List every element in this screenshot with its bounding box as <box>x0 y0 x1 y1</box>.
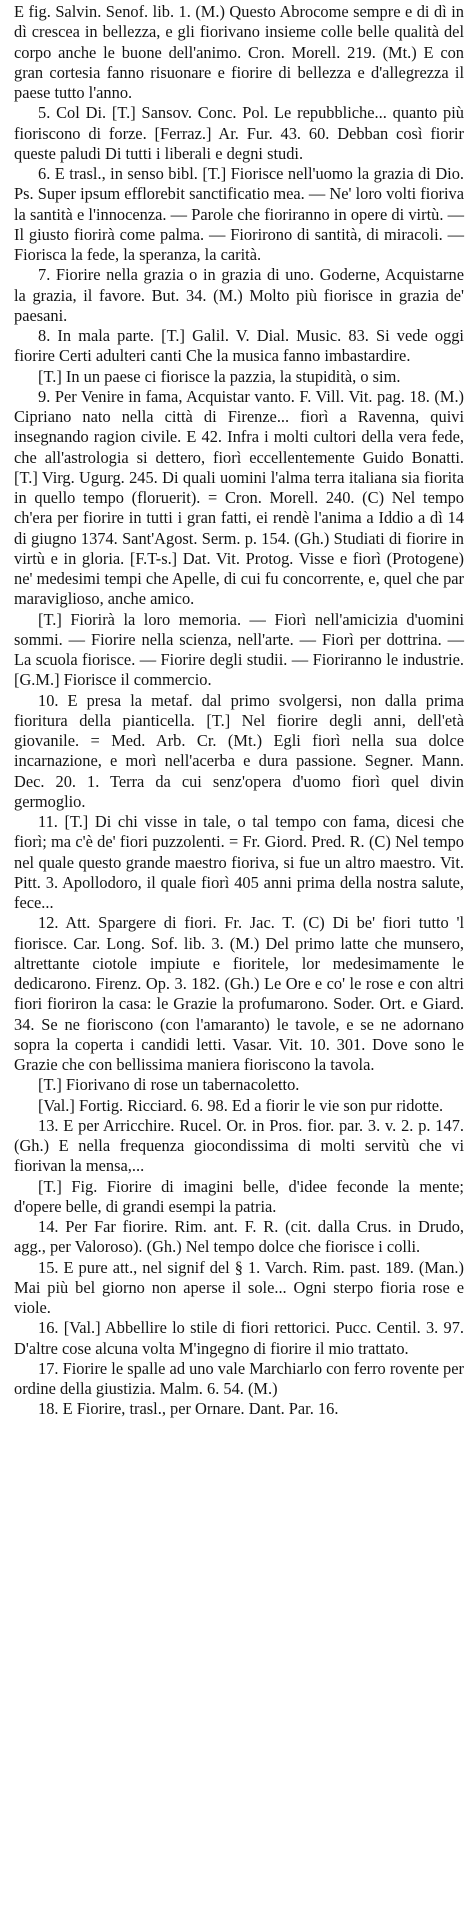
paragraph-text: [T.] Fiorivano di rose un tabernacoletto. <box>38 1075 300 1095</box>
paragraph-text: 18. E Fiorire, trasl., per Ornare. Dant. Par. 16. <box>38 1399 339 1419</box>
entry-paragraph-8 <box>14 610 464 691</box>
paragraph-text: [T.] Fiorirà la loro memoria. — Fiorì nell'amicizia d'uomini sommi. — Fiorire nella scienza, nell'arte. — Fiorì per dottrina. — La scuola fiorisce. — Fiorire degli studii. — Fioriranno le industrie. [G.M.] Fiorisce il commercio. <box>14 609 464 690</box>
paragraph-text: [Val.] Fortig. Ricciard. 6. 98. Ed a fiorir le vie son pur ridotte. <box>38 1095 444 1115</box>
entry-paragraph-17 <box>14 1258 464 1319</box>
entry-paragraph-3 <box>14 164 464 265</box>
paragraph-text: 6. E trasl., in senso bibl. [T.] Fiorisce nell'uomo la grazia di Dio. Ps. Super ipsum efflorebit sanctificatio mea. — Ne' loro volti fioriva la santità e l'innocenza. — Parole che fioriranno in opere di virtù. — Il giusto fiorirà come palma. — Fiorirono di santità, di miracoli. — Fiorisca la fede, la speranza, la carità. <box>14 164 464 264</box>
entry-paragraph-16 <box>14 1217 464 1258</box>
entry-paragraph-5 <box>14 326 464 367</box>
paragraph-text: 16. [Val.] Abbellire lo stile di fiori rettorici. Pucc. Centil. 3. 97. D'altre cose alcuna volta M'ingegno di fiorire il mio trattato. <box>14 1318 464 1358</box>
entry-paragraph-11 <box>14 913 464 1075</box>
entry-paragraph-7 <box>14 387 464 610</box>
entry-paragraph-14 <box>14 1116 464 1177</box>
paragraph-text: 8. In mala parte. [T.] Galil. V. Dial. Music. 83. Si vede oggi fiorire Certi adulteri canti Che la musica fanno imbastardire. <box>14 326 464 366</box>
entry-paragraph-15 <box>14 1177 464 1218</box>
paragraph-text: 12. Att. Spargere di fiori. Fr. Jac. T. (C) Di be' fiori tutto 'l fiorisce. Car. Long. Sof. lib. 3. (M.) Del primo latte che munsero, altrettante ciotole impiute e fioritele, lor medesimamente le dedicarono. Firenz. Op. 3. 182. (Gh.) Le Ore e co' le rose e con altri fiori fioriron la casa: le Grazie la profumarono. Soder. Ort. e Giard. 34. Se ne fioriscono (con l'amaranto) le tavole, e se ne adornano sopra la coperta i candidi letti. Vasar. Vit. 10. 301. Dove sono le Grazie che con bellissima maniera fioriscono la tavola. <box>14 913 464 1074</box>
paragraph-text: [T.] In un paese ci fiorisce la pazzia, la stupidità, o sim. <box>38 366 401 386</box>
paragraph-text: 13. E per Arricchire. Rucel. Or. in Pros. fior. par. 3. v. 2. p. 147. (Gh.) E nella frequenza giocondissima di molti servitù che vi fiorivan la mensa,... <box>14 1115 464 1176</box>
paragraph-text: 5. Col Di. [T.] Sansov. Conc. Pol. Le repubbliche... quanto più fioriscono di forze. [Ferraz.] Ar. Fur. 43. 60. Debban così fiorir queste paludi Di tutti i liberali e degni studi. <box>14 103 464 163</box>
paragraph-text: [T.] Fig. Fiorire di imagini belle, d'idee feconde la mente; d'opere belle, di grandi esempi la patria. <box>14 1176 464 1216</box>
paragraph-text: E fig. Salvin. Senof. lib. 1. (M.) Questo Abrocome sempre e di dì in dì crescea in bellezza, e gli fiorivano insieme colle belle qualità del corpo anche le buone dell'animo. Cron. Morell. 219. (Mt.) E con gran cortesia fanno risuonare e fiorire di bellezza e d'allegrezza il paese tutto l'anno. <box>14 2 464 102</box>
entry-paragraph-9 <box>14 691 464 813</box>
entry-paragraph-6 <box>14 367 464 387</box>
paragraph-text: 15. E pure att., nel signif del § 1. Varch. Rim. past. 189. (Man.) Mai più bel giorno non aperse il sole... Ogni sterpo fioria rose e viole. <box>14 1257 464 1317</box>
entry-paragraph-4 <box>14 265 464 326</box>
entry-paragraph-18 <box>14 1318 464 1359</box>
paragraph-text: 10. E presa la metaf. dal primo svolgersi, non dalla prima fioritura della pianticella. [T.] Nel fiorire degli anni, dell'età giovanile. = Med. Arb. Cr. (Mt.) Egli fiorì nella sua dolce incarnazione, e morì nell'acerba e dura passione. Segner. Mann. Dec. 20. 1. Terra da cui senz'opera d'uomo fiorì quel divin germoglio. <box>14 690 464 811</box>
entry-paragraph-20 <box>14 1399 464 1419</box>
entry-paragraph-13 <box>14 1096 464 1116</box>
entry-paragraph-19 <box>14 1359 464 1400</box>
paragraph-text: 14. Per Far fiorire. Rim. ant. F. R. (cit. dalla Crus. in Drudo, agg., per Valoroso). (Gh.) Nel tempo dolce che fiorisce i colli. <box>14 1217 464 1257</box>
paragraph-text: 11. [T.] Di chi visse in tale, o tal tempo con fama, dicesi che fiorì; ma c'è de' fiori puzzolenti. = Fr. Giord. Pred. R. (C) Nel tempo nel quale questo grande maestro fioriva, si fue un altro maestro. Vit. Pitt. 3. Apollodoro, il quale fiorì 405 anni prima della nostra salute, fece... <box>14 812 464 912</box>
entry-paragraph-1 <box>14 2 464 103</box>
paragraph-text: 9. Per Venire in fama, Acquistar vanto. F. Vill. Vit. pag. 18. (M.) Cipriano nato nella città di Firenze... fiorì a Ravenna, quivi insegnando ragion civile. E 42. Infra i molti cultori della vera fede, che all'astrologia si dettero, fiorì eccellentemente Guido Bonatti. [T.] Virg. Ugurg. 245. Di quali uomini l'alma terra italiana sia fiorita in quello tempo (floruerit). = Cron. Morell. 240. (C) Nel tempo ch'era per fiorire in tutti i gran fatti, ei rendè l'anima a Iddio a dì 14 di giugno 1374. Sant'Agost. Serm. p. 154. (Gh.) Studiati di fiorire in virtù e in gloria. [F.T-s.] Dat. Vit. Protog. Visse e fiorì (Protogene) ne' medesimi tempi che Apelle, di cui fu concorrente, e, quel che par maraviglioso, anche amico. <box>14 386 464 609</box>
entry-paragraph-12 <box>14 1075 464 1095</box>
entry-paragraph-2 <box>14 103 464 164</box>
paragraph-text: 17. Fiorire le spalle ad uno vale Marchiarlo con ferro rovente per ordine della giustizia. Malm. 6. 54. (M.) <box>14 1358 464 1398</box>
entry-paragraph-10 <box>14 812 464 913</box>
paragraph-text: 7. Fiorire nella grazia o in grazia di uno. Goderne, Acquistarne la grazia, il favore. But. 34. (M.) Molto più fiorisce in grazia de' paesani. <box>14 265 464 325</box>
